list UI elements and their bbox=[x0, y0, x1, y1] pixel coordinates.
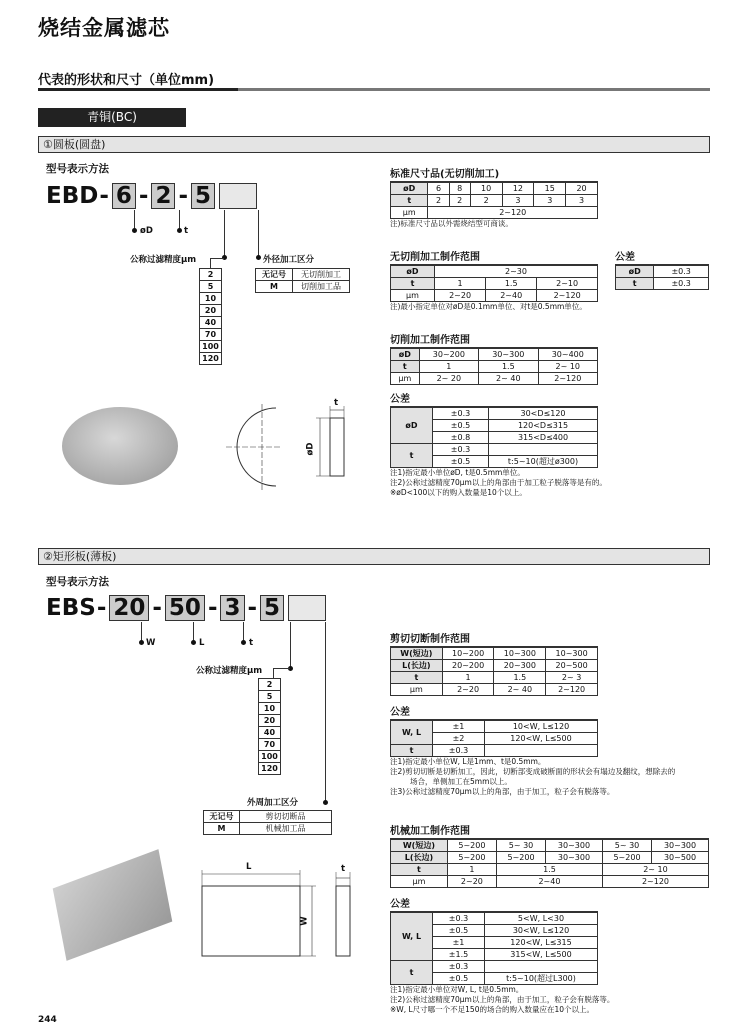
sec2-l-label: L bbox=[199, 638, 205, 648]
cell: μm bbox=[391, 876, 448, 888]
cell: 20 bbox=[259, 715, 281, 727]
s2tol1-table bbox=[390, 720, 598, 757]
cell: 2 bbox=[470, 195, 502, 207]
cell: t bbox=[616, 278, 654, 290]
cell: 10 bbox=[470, 183, 502, 195]
cell: 30~300 bbox=[652, 840, 709, 852]
subtitle-rule-accent bbox=[38, 88, 238, 91]
cell: 1.5 bbox=[486, 278, 537, 290]
filter-row bbox=[200, 293, 222, 305]
tol2-title: 公差 bbox=[390, 390, 598, 407]
cell: 5~200 bbox=[447, 852, 496, 864]
cell: ±0.3 bbox=[433, 913, 485, 925]
cell: 5~ 30 bbox=[602, 840, 651, 852]
cell: t bbox=[391, 278, 435, 290]
cell: 15 bbox=[534, 183, 566, 195]
cell: t:5~10(超过ø300) bbox=[489, 456, 598, 468]
note: 注3)公称过滤精度70μm以上的角部，由于加工，粒子会有脱落等。 bbox=[390, 787, 615, 796]
cell: W, L bbox=[391, 913, 433, 961]
cell: 2~120 bbox=[537, 290, 598, 302]
cell: 2~ 40 bbox=[494, 684, 546, 696]
cell: 40 bbox=[259, 727, 281, 739]
cell: 2~ 3 bbox=[546, 672, 598, 684]
mach-title: 机械加工制作范围 bbox=[390, 822, 709, 839]
cell: 10~300 bbox=[494, 648, 546, 660]
sec2-filter-table bbox=[258, 678, 281, 775]
page-title: 烧结金属滤芯 bbox=[38, 16, 170, 40]
cell: 120<W, L≤315 bbox=[485, 937, 598, 949]
note: 注2)公称过滤精度70μm以上的角部，由于加工，粒子会有脱落等。 bbox=[390, 995, 615, 1004]
cell: 30~300 bbox=[546, 852, 603, 864]
outer-desc: 切削加工品 bbox=[293, 281, 350, 293]
sec1-model-label: 型号表示方法 bbox=[46, 163, 109, 175]
s2tol2-table bbox=[390, 912, 598, 985]
mach-table bbox=[390, 839, 709, 888]
cell: 20~500 bbox=[546, 660, 598, 672]
filter-row bbox=[259, 703, 281, 715]
disc-dim-d: øD bbox=[305, 442, 316, 456]
std-title: 标准尺寸品(无切削加工) bbox=[390, 165, 598, 182]
filter-row bbox=[200, 353, 222, 365]
note: 注1)指定最小单位对W, L, t是0.5mm。 bbox=[390, 985, 524, 994]
cell: ±0.8 bbox=[433, 432, 489, 444]
cell: ±0.5 bbox=[433, 973, 485, 985]
cell: W(短边) bbox=[391, 840, 448, 852]
sec1-model-code: EBD - 6 - 2 - 5 bbox=[46, 183, 257, 209]
filter-row bbox=[259, 763, 281, 775]
filter-row bbox=[200, 305, 222, 317]
disc-image bbox=[62, 407, 178, 485]
table-row bbox=[391, 840, 709, 852]
shear-title: 剪切切断制作范围 bbox=[390, 630, 598, 647]
cell: 1 bbox=[435, 278, 486, 290]
cell: ±1.5 bbox=[433, 949, 485, 961]
cell: 1.5 bbox=[494, 672, 546, 684]
plate-dim-w: W bbox=[299, 916, 310, 926]
cut-title: 切削加工制作范围 bbox=[390, 331, 598, 348]
outer-code: M bbox=[256, 281, 293, 293]
outer-code: 无记号 bbox=[204, 811, 240, 823]
cell: 10<W, L≤120 bbox=[485, 721, 598, 733]
cell: W, L bbox=[391, 721, 433, 745]
cell: øD bbox=[391, 349, 420, 361]
table-row bbox=[391, 648, 598, 660]
cell: 10~300 bbox=[546, 648, 598, 660]
cell: L(长边) bbox=[391, 660, 443, 672]
cell: 1 bbox=[442, 672, 494, 684]
note: 注1)指定最小单位øD, t是0.5mm单位。 bbox=[390, 468, 525, 477]
cell: 2~ 10 bbox=[602, 864, 708, 876]
cell: W(短边) bbox=[391, 648, 443, 660]
cell: 2~ 20 bbox=[419, 373, 478, 385]
table-row bbox=[391, 684, 598, 696]
cell: 2~20 bbox=[435, 290, 486, 302]
cell: μm bbox=[391, 373, 420, 385]
cell: 100 bbox=[259, 751, 281, 763]
cell: 120 bbox=[200, 353, 222, 365]
table-row bbox=[391, 183, 598, 195]
cell: 5 bbox=[200, 281, 222, 293]
cell: ±0.5 bbox=[433, 456, 489, 468]
plate-dim-t: t bbox=[341, 864, 346, 874]
nocut-title: 无切削加工制作范围 bbox=[390, 248, 598, 265]
sec1-filter-table bbox=[199, 268, 222, 365]
sec1-part-d: 6 bbox=[112, 183, 136, 209]
cell: 10 bbox=[200, 293, 222, 305]
filter-row bbox=[200, 341, 222, 353]
note: 注1)指定最小单位W, L是1mm、t是0.5mm。 bbox=[390, 757, 546, 766]
material-badge: 青铜(BC) bbox=[38, 108, 186, 127]
sec2-part-l: 50 bbox=[165, 595, 205, 621]
outer-code: 无记号 bbox=[256, 269, 293, 281]
cell: øD bbox=[391, 408, 433, 444]
cell: 315<D≤400 bbox=[489, 432, 598, 444]
cell: 30~400 bbox=[538, 349, 597, 361]
tol2-table bbox=[390, 407, 598, 468]
cell: 2 bbox=[449, 195, 470, 207]
cell: 2~120 bbox=[546, 684, 598, 696]
cell: t bbox=[391, 444, 433, 468]
cell: 8 bbox=[449, 183, 470, 195]
cell: ±0.5 bbox=[433, 925, 485, 937]
note: 注2)剪切切断是切断加工，因此，切断部变成破断面的形状会有塌边及翻纹，想除去的 bbox=[390, 767, 676, 776]
cell: 5~ 30 bbox=[496, 840, 545, 852]
cell: 2~10 bbox=[537, 278, 598, 290]
cell: 2~120 bbox=[602, 876, 708, 888]
cell: 20 bbox=[566, 183, 598, 195]
cell: 30<W, L≤120 bbox=[485, 925, 598, 937]
cell: 30~300 bbox=[546, 840, 603, 852]
cell: 5~200 bbox=[447, 840, 496, 852]
page-number: 244 bbox=[38, 1015, 57, 1025]
std-note: 注)标准尺寸品以外需烧结型可商谈。 bbox=[390, 219, 513, 228]
cell: øD bbox=[391, 266, 435, 278]
disc-drawing bbox=[218, 400, 358, 495]
cell: 2 bbox=[200, 269, 222, 281]
tol1-title: 公差 bbox=[615, 248, 709, 265]
filter-row bbox=[259, 727, 281, 739]
cell bbox=[485, 961, 598, 973]
cell: t:5~10(超过L300) bbox=[485, 973, 598, 985]
note: ※øD<100以下的购入数量是10个以上。 bbox=[390, 488, 527, 497]
cell: 315<W, L≤500 bbox=[485, 949, 598, 961]
s2tol2-title: 公差 bbox=[390, 895, 598, 912]
filter-row bbox=[200, 269, 222, 281]
sec1-filter-label: 公称过滤精度μm bbox=[130, 255, 197, 265]
cut-table bbox=[390, 348, 598, 385]
cell: 1.5 bbox=[479, 361, 538, 373]
cell: 5<W, L<30 bbox=[485, 913, 598, 925]
section2-bar: ②矩形板(薄板) bbox=[38, 548, 710, 565]
cell: ±0.3 bbox=[654, 278, 709, 290]
sec2-part-w: 20 bbox=[109, 595, 149, 621]
cell: 2~40 bbox=[496, 876, 602, 888]
sec1-d-label: øD bbox=[140, 226, 153, 236]
filter-row bbox=[259, 691, 281, 703]
sec2-outer-label: 外周加工区分 bbox=[247, 798, 299, 808]
filter-row bbox=[200, 281, 222, 293]
cell: ±0.3 bbox=[433, 961, 485, 973]
sec2-part-outer bbox=[288, 595, 326, 621]
tol1-table bbox=[615, 265, 709, 290]
cell: ±0.3 bbox=[433, 444, 489, 456]
table-row bbox=[391, 349, 598, 361]
cell: 5~200 bbox=[602, 852, 651, 864]
cell: 1.5 bbox=[496, 864, 602, 876]
cell: t bbox=[391, 361, 420, 373]
plate-dim-l: L bbox=[246, 862, 252, 872]
cell: ±2 bbox=[433, 733, 485, 745]
cell: ±0.3 bbox=[433, 745, 485, 757]
sec1-part-outer bbox=[219, 183, 257, 209]
filter-row bbox=[259, 739, 281, 751]
cell: 70 bbox=[259, 739, 281, 751]
filter-row bbox=[259, 679, 281, 691]
cell: 20 bbox=[200, 305, 222, 317]
note: 场合，单侧加工在5mm以上。 bbox=[410, 777, 512, 786]
outer-desc: 剪切切断品 bbox=[240, 811, 332, 823]
plate-image bbox=[53, 849, 173, 961]
s2tol1-notes bbox=[390, 757, 720, 797]
shear-table bbox=[390, 647, 598, 696]
sec2-model-code: EBS - 20 - 50 - 3 - 5 bbox=[46, 595, 326, 621]
sec2-t-label: t bbox=[249, 638, 254, 648]
cell: 2~40 bbox=[486, 290, 537, 302]
section-subtitle: 代表的形状和尺寸（单位mm) bbox=[38, 73, 215, 88]
note: ※W, L尺寸哪一个不足150的场合的购入数量应在10个以上。 bbox=[390, 1005, 595, 1014]
cell: t bbox=[391, 195, 428, 207]
table-row bbox=[391, 852, 709, 864]
cell: 2~20 bbox=[442, 684, 494, 696]
cell: 2~120 bbox=[538, 373, 597, 385]
table-row bbox=[391, 373, 598, 385]
cell: 12 bbox=[502, 183, 534, 195]
section1-bar: ①圆板(圆盘) bbox=[38, 136, 710, 153]
cell: 10~200 bbox=[442, 648, 494, 660]
cell: 3 bbox=[566, 195, 598, 207]
outer-desc: 机械加工品 bbox=[240, 823, 332, 835]
sec2-part-t: 3 bbox=[220, 595, 244, 621]
cell: 3 bbox=[534, 195, 566, 207]
cell bbox=[489, 444, 598, 456]
plate-drawing bbox=[196, 868, 361, 958]
cell: 3 bbox=[502, 195, 534, 207]
sec1-outer-table bbox=[255, 268, 350, 293]
cell: μm bbox=[391, 207, 428, 219]
filter-row bbox=[200, 329, 222, 341]
cell: 30~200 bbox=[419, 349, 478, 361]
filter-row bbox=[259, 751, 281, 763]
cell: 2~20 bbox=[447, 876, 496, 888]
table-row bbox=[391, 660, 598, 672]
cell: 100 bbox=[200, 341, 222, 353]
cell: 6 bbox=[428, 183, 449, 195]
cell: 20~200 bbox=[442, 660, 494, 672]
cell: 2 bbox=[259, 679, 281, 691]
std-table bbox=[390, 182, 598, 219]
cell: øD bbox=[616, 266, 654, 278]
s2tol1-title: 公差 bbox=[390, 703, 598, 720]
table-row bbox=[391, 361, 598, 373]
cell: ±1 bbox=[433, 937, 485, 949]
cell: 5 bbox=[259, 691, 281, 703]
cell: 10 bbox=[259, 703, 281, 715]
cell: t bbox=[391, 961, 433, 985]
sec1-t-label: t bbox=[184, 226, 189, 236]
table-row bbox=[391, 195, 598, 207]
sec2-prefix: EBS bbox=[46, 595, 96, 621]
cell: 30~500 bbox=[652, 852, 709, 864]
cell: 40 bbox=[200, 317, 222, 329]
cell: μm bbox=[391, 290, 435, 302]
cell: 70 bbox=[200, 329, 222, 341]
cell: 2~ 40 bbox=[479, 373, 538, 385]
sec1-part-filter: 5 bbox=[191, 183, 215, 209]
cell: 120<D≤315 bbox=[489, 420, 598, 432]
sec1-outer-label: 外径加工区分 bbox=[263, 255, 315, 265]
nocut-table bbox=[390, 265, 598, 302]
cell: μm bbox=[391, 684, 443, 696]
nocut-note: 注)最小指定单位对øD是0.1mm单位、对t是0.5mm单位。 bbox=[390, 302, 587, 311]
cell: 1 bbox=[419, 361, 478, 373]
sec2-model-label: 型号表示方法 bbox=[46, 576, 109, 588]
cell: t bbox=[391, 672, 443, 684]
cell: 2~ 10 bbox=[538, 361, 597, 373]
cell: t bbox=[391, 745, 433, 757]
outer-code: M bbox=[204, 823, 240, 835]
sec2-w-label: W bbox=[146, 638, 156, 648]
cell: øD bbox=[391, 183, 428, 195]
cell: 30<D≤120 bbox=[489, 408, 598, 420]
sec2-filter-label: 公称过滤精度μm bbox=[196, 666, 263, 676]
sec2-outer-table bbox=[203, 810, 332, 835]
cell: 2~120 bbox=[428, 207, 598, 219]
s2tol2-notes bbox=[390, 985, 720, 1015]
cell: L(长边) bbox=[391, 852, 448, 864]
cell: 120 bbox=[259, 763, 281, 775]
cell: ±0.3 bbox=[654, 266, 709, 278]
sec2-part-filter: 5 bbox=[260, 595, 284, 621]
cell: 120<W, L≤500 bbox=[485, 733, 598, 745]
filter-row bbox=[200, 317, 222, 329]
note: 注2)公称过滤精度70μm以上的角部由于加工粒子脱落等是有的。 bbox=[390, 478, 607, 487]
cell: 2 bbox=[428, 195, 449, 207]
cell: ±0.3 bbox=[433, 408, 489, 420]
table-row bbox=[391, 207, 598, 219]
cell: 2~30 bbox=[435, 266, 598, 278]
sec1-prefix: EBD bbox=[46, 183, 99, 209]
cell: ±0.5 bbox=[433, 420, 489, 432]
cell: 1 bbox=[447, 864, 496, 876]
cell: 30~300 bbox=[479, 349, 538, 361]
disc-dim-t: t bbox=[334, 398, 339, 408]
cell: 20~300 bbox=[494, 660, 546, 672]
tol2-notes bbox=[390, 468, 720, 498]
cell: t bbox=[391, 864, 448, 876]
cell: 5~200 bbox=[496, 852, 545, 864]
cell: ±1 bbox=[433, 721, 485, 733]
table-row bbox=[391, 672, 598, 684]
filter-row bbox=[259, 715, 281, 727]
sec1-part-t: 2 bbox=[151, 183, 175, 209]
outer-desc: 无切削加工 bbox=[293, 269, 350, 281]
